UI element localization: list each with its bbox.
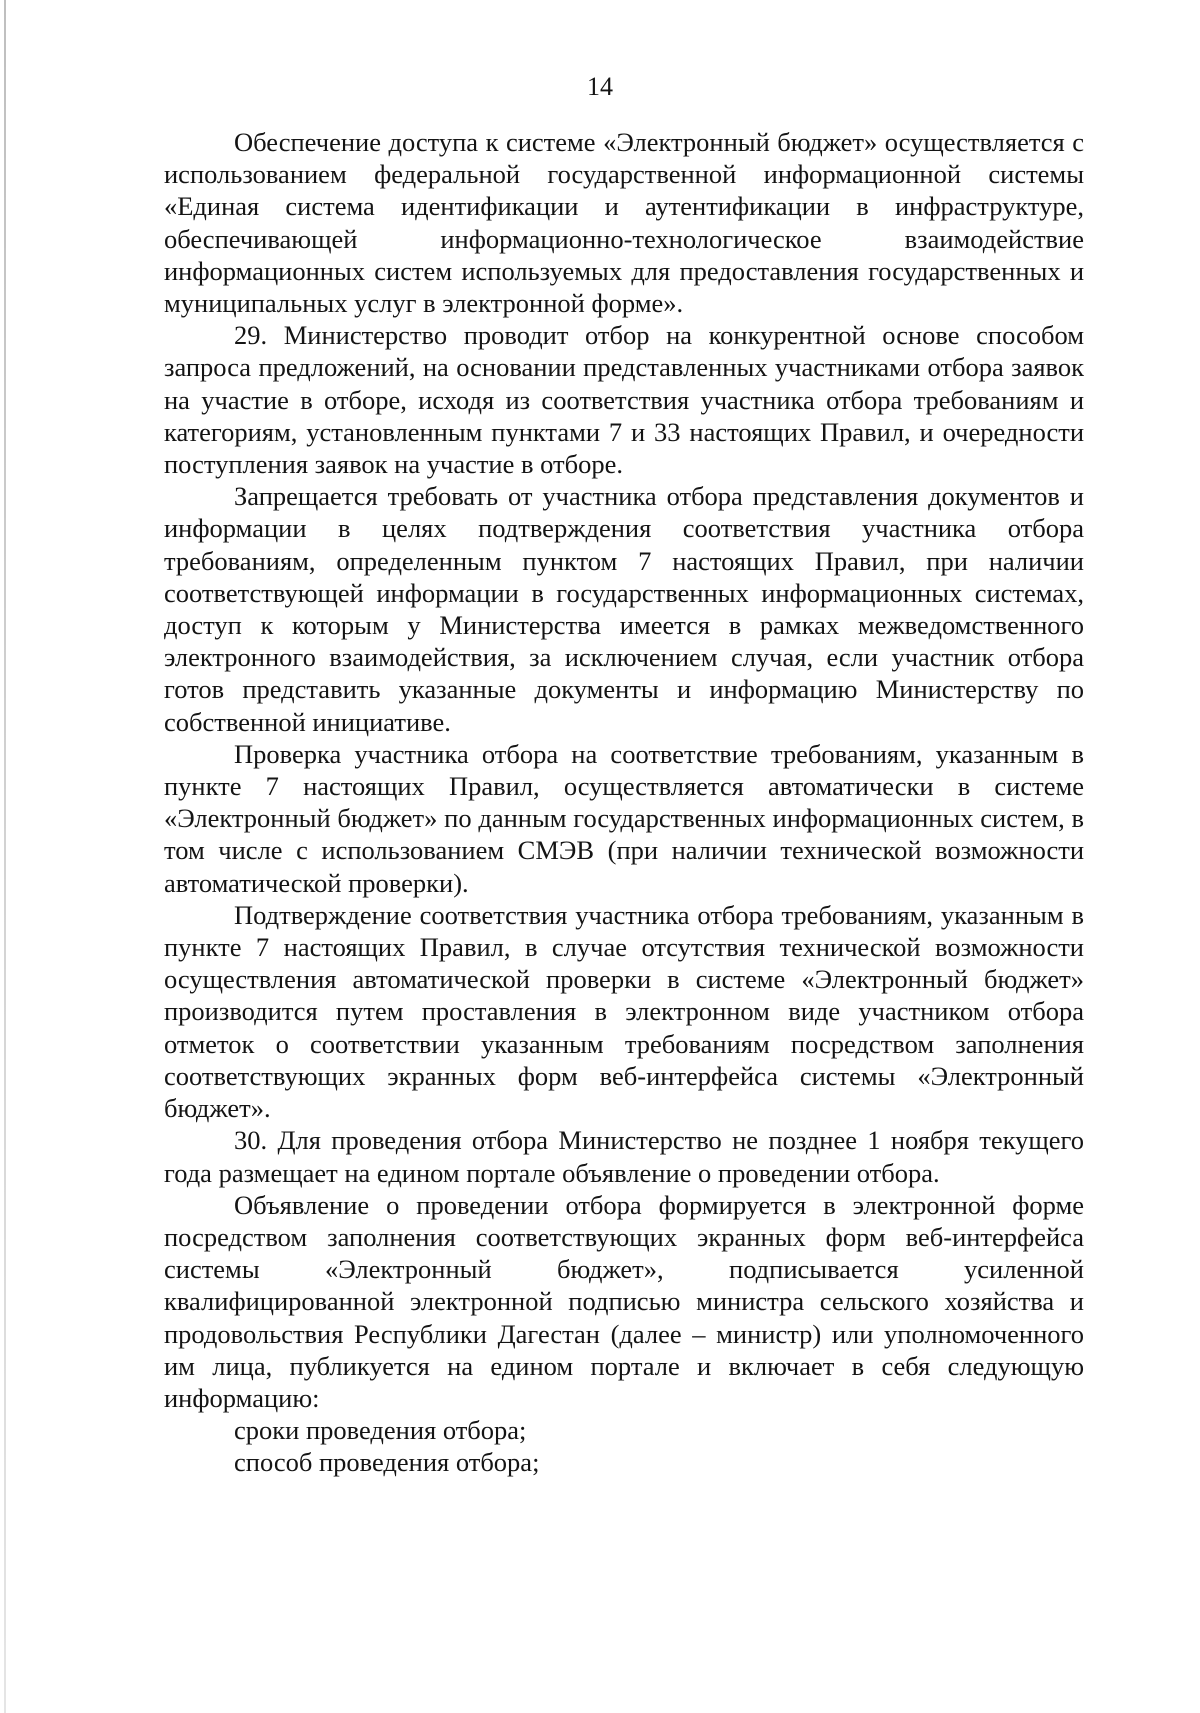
paragraph-prohibition: Запрещается требовать от участника отбора представления документов и информации в целях подтверждения соответствия участника отбора требованиям, определенным пунктом 7 настоящих Правил, при наличии соответствующей информации в государственных информационных системах, доступ к которым у Министерства имеется в рамках межведомственного электронного взаимодействия, за исключением случая, если участник отбора готов представить указанные документы и информацию Министерству по собственной инициативе. [164, 481, 1084, 737]
document-body [164, 126, 1084, 1479]
paragraph-announcement: Объявление о проведении отбора формируется в электронной форме посредством заполнения соответствующих экранных форм веб-интерфейса системы «Электронный бюджет», подписывается усиленной квалифицированной электронной подписью министра сельского хозяйства и продовольствия Республики Дагестан (далее – министр) или уполномоченного им лица, публикуется на едином портале и включает в себя следующую информацию: [164, 1189, 1084, 1413]
paragraph-confirmation: Подтверждение соответствия участника отбора требованиям, указанным в пункте 7 настоящих Правил, в случае отсутствия технической возможности осуществления автоматической проверки в системе «Электронный бюджет» производится путем проставления в электронном виде участником отбора отметок о соответствии указанным требованиям посредством заполнения соответствующих экранных форм веб-интерфейса системы «Электронный бюджет». [164, 899, 1084, 1124]
paragraph-verification: Проверка участника отбора на соответствие требованиям, указанным в пункте 7 настоящих Правил, осуществляется автоматически в системе «Электронный бюджет» по данным государственных информационных систем, в том числе с использованием СМЭВ (при наличии технической возможности автоматической проверки). [164, 738, 1084, 898]
paragraph-30: 30. Для проведения отбора Министерство не позднее 1 ноября текущего года размещает на едином портале объявление о проведении отбора. [164, 1125, 1084, 1188]
paragraph-access: Обеспечение доступа к системе «Электронный бюджет» осуществляется с использованием федеральной государственной информационной системы «Единая система идентификации и аутентификации в инфраструктуре, обеспечивающей информационно-технологическое взаимодействие информационных систем используемых для предоставления государственных и муниципальных услуг в электронной форме». [164, 127, 1084, 319]
list-item-method: способ проведения отбора; [234, 1447, 540, 1478]
page-number: 14 [587, 72, 613, 101]
scan-edge-shadow [4, 0, 6, 1713]
paragraph-29: 29. Министерство проводит отбор на конкурентной основе способом запроса предложений, на основании представленных участниками отбора заявок на участие в отборе, исходя из соответствия участника отбора требованиям и категориям, установленным пунктами 7 и 33 настоящих Правил, и очередности поступления заявок на участие в отборе. [164, 320, 1084, 480]
list-item-terms: сроки проведения отбора; [234, 1415, 527, 1446]
